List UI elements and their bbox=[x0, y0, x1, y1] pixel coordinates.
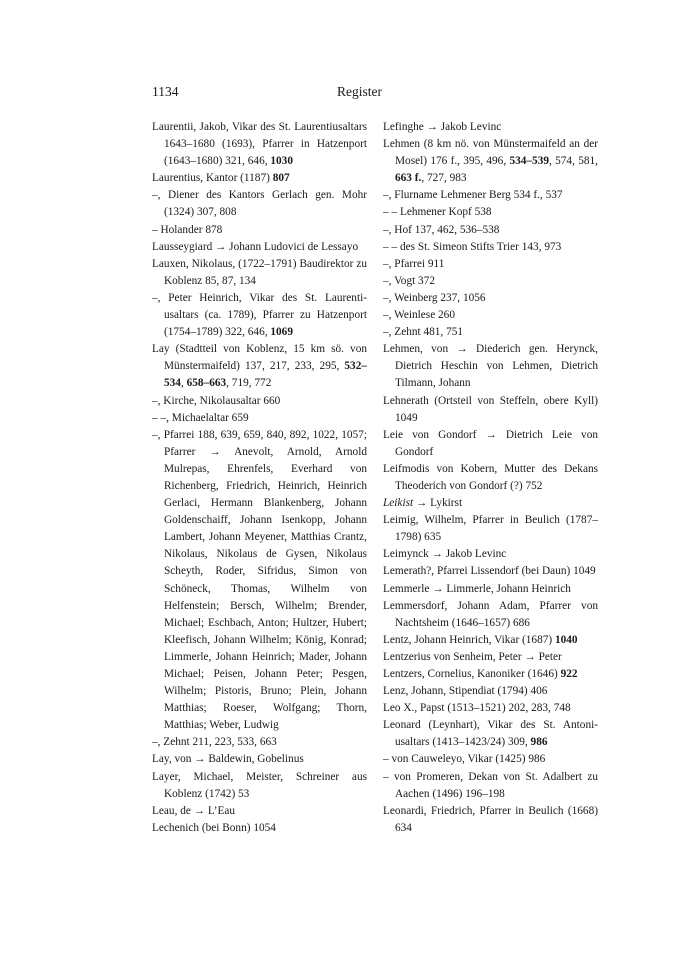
index-entry bbox=[383, 632, 598, 649]
entry-text: – von Cauweleyo, Vikar (1425) 986 bbox=[383, 753, 546, 766]
entry-text: –, Pfarrei 911 bbox=[383, 257, 445, 270]
page-reference-bold: 807 bbox=[272, 172, 290, 185]
page-reference-bold: 532–534 bbox=[164, 360, 367, 390]
entry-text: Leo X., Papst (1513–1521) 202, 283, 748 bbox=[383, 702, 571, 715]
index-entry bbox=[383, 119, 598, 136]
index-entry bbox=[383, 598, 598, 632]
entry-text: –, Zehnt 211, 223, 533, 663 bbox=[152, 736, 277, 749]
index-entry bbox=[152, 290, 367, 341]
entry-text: Lefinghe → Jakob Levinc bbox=[383, 121, 502, 133]
entry-text: Lehnerath (Ortsteil von Steffeln, obere Kyll) 1049 bbox=[383, 394, 598, 424]
entry-text: Leonard (Leynhart), Vikar des St. Antoniusaltars (1413–1423/24) 309, bbox=[383, 719, 598, 749]
index-entry bbox=[383, 717, 598, 751]
index-entry bbox=[383, 495, 598, 512]
entry-text: –, Peter Heinrich, Vikar des St. Laurentiusaltars (ca. 1789), Pfarrer zu Hatzenport (1754–1789) 322, 646, bbox=[152, 291, 367, 339]
page-reference-bold: 986 bbox=[530, 736, 548, 749]
entry-text: Lehmen (8 km nö. von Münstermaifeld an der Mosel) 176 f., 395, 496, bbox=[383, 138, 598, 168]
index-entry bbox=[152, 222, 367, 239]
entry-text: Leimig, Wilhelm, Pfarrer in Beulich (1787–1798) 635 bbox=[383, 514, 598, 544]
index-entry bbox=[383, 341, 598, 392]
index-column-right bbox=[383, 119, 598, 837]
page-reference-bold: 663 f. bbox=[395, 172, 422, 185]
index-entry bbox=[152, 170, 367, 187]
page-reference-bold: 1069 bbox=[270, 326, 293, 339]
index-entry bbox=[383, 256, 598, 273]
page-reference-bold: 922 bbox=[560, 668, 578, 680]
entry-text: –, Hof 137, 462, 536–538 bbox=[383, 223, 500, 236]
index-entry bbox=[152, 427, 367, 735]
entry-text: –, Diener des Kantors Gerlach gen. Mohr (1324) 307, 808 bbox=[152, 189, 367, 219]
page-number: 1134 bbox=[152, 84, 179, 99]
entry-text: , 574, 581, bbox=[549, 155, 598, 168]
index-entry bbox=[383, 273, 598, 290]
index-entry bbox=[152, 769, 367, 803]
running-header bbox=[152, 84, 567, 104]
entry-text: Laurentii, Jakob, Vikar des St. Laurentiusaltars 1643–1680 (1693), Pfarrer in Hatzenport (1643–1680) 321, 646, bbox=[152, 121, 367, 168]
page-reference-bold: 1040 bbox=[554, 633, 578, 646]
entry-text: Lentz, Johann Heinrich, Vikar (1687) bbox=[383, 633, 555, 646]
entry-text: –, Vogt 372 bbox=[383, 274, 435, 287]
index-entry bbox=[383, 581, 598, 598]
index-entry bbox=[152, 751, 367, 768]
index-entry bbox=[383, 136, 598, 187]
index-entry bbox=[383, 427, 598, 461]
index-entry bbox=[383, 187, 598, 204]
entry-text: Leie von Gondorf → Dietrich Leie von Gondorf bbox=[383, 428, 598, 458]
page-reference-bold: 658–663 bbox=[186, 377, 227, 390]
entry-text: –, Zehnt 481, 751 bbox=[383, 326, 464, 339]
index-entry bbox=[383, 393, 598, 427]
index-entry bbox=[383, 461, 598, 495]
entry-text: Leonardi, Friedrich, Pfarrer in Beulich (1668) 634 bbox=[383, 804, 598, 834]
entry-text: –, Weinberg 237, 1056 bbox=[383, 291, 486, 304]
entry-text: , 719, 772 bbox=[226, 377, 272, 390]
entry-text: – – Lehmener Kopf 538 bbox=[383, 206, 492, 219]
index-entry bbox=[383, 546, 598, 563]
index-entry bbox=[152, 256, 367, 290]
entry-text: → Lykirst bbox=[413, 497, 463, 510]
entry-text: – –, Michaelaltar 659 bbox=[152, 411, 249, 424]
index-entry bbox=[383, 751, 598, 768]
entry-text: – von Promeren, Dekan von St. Adalbert zu Aachen (1496) 196–198 bbox=[383, 770, 598, 800]
entry-text: Leifmodis von Kobern, Mutter des Dekans Theoderich von Gondorf (?) 752 bbox=[383, 462, 598, 492]
index-entry bbox=[383, 666, 598, 683]
running-title: Register bbox=[337, 84, 382, 99]
entry-text: Leau, de → L’Eau bbox=[152, 804, 236, 817]
index-entry bbox=[152, 187, 367, 221]
entry-text: , bbox=[180, 377, 187, 390]
entry-text: –, Flurname Lehmener Berg 534 f., 537 bbox=[383, 189, 563, 202]
page-reference-bold: 1030 bbox=[270, 155, 293, 168]
index-entry bbox=[383, 512, 598, 546]
index-entry bbox=[383, 563, 598, 580]
entry-text: , 727, 983 bbox=[421, 172, 467, 185]
entry-text: Lechenich (bei Bonn) 1054 bbox=[152, 821, 276, 834]
entry-text: Lemmersdorf, Johann Adam, Pfarrer von Nachtsheim (1646–1657) 686 bbox=[383, 599, 598, 629]
entry-text: Layer, Michael, Meister, Schreiner aus Koblenz (1742) 53 bbox=[152, 770, 367, 800]
entry-text: Lentzerius von Senheim, Peter → Peter bbox=[383, 650, 562, 663]
entry-text: Lausseygiard → Johann Ludovici de Lessayo bbox=[152, 240, 359, 253]
index-entry bbox=[152, 803, 367, 820]
index-entry bbox=[152, 820, 367, 837]
entry-text: Lay, von → Baldewin, Gobelinus bbox=[152, 753, 304, 766]
index-entry bbox=[152, 734, 367, 751]
index-entry bbox=[383, 324, 598, 341]
page-reference-bold: 534–539 bbox=[509, 155, 549, 168]
entry-text-italic: Leikist bbox=[383, 497, 414, 510]
entry-text: Lemerath?, Pfarrei Lissendorf (bei Daun) 1049 bbox=[383, 565, 596, 578]
index-entry bbox=[383, 769, 598, 803]
index-entry bbox=[383, 683, 598, 700]
index-entry bbox=[383, 803, 598, 837]
index-entry bbox=[152, 393, 367, 410]
entry-text: –, Weinlese 260 bbox=[383, 309, 455, 322]
index-entry bbox=[152, 410, 367, 427]
entry-text: –, Kirche, Nikolausaltar 660 bbox=[152, 394, 281, 407]
entry-text: – – des St. Simeon Stifts Trier 143, 973 bbox=[383, 240, 562, 253]
index-entry bbox=[383, 700, 598, 717]
entry-text: Lay (Stadtteil von Koblenz, 15 km sö. von Münstermaifeld) 137, 217, 233, 295, bbox=[152, 343, 367, 373]
index-entry bbox=[152, 341, 367, 392]
entry-text: –, Pfarrei 188, 639, 659, 840, 892, 1022, 1057; Pfarrer → Anevolt, Arnold, Arnold Mulrepas, Ehrenfels, Everhard von Richenberg, Friedrich, Heinrich, Heinrich Gerlaci, Hermann Blankenberg, Johann Goldenschaiff, Johann Isenkopp, Johann Lambert, Johann Meyener, Matthias Crantz, Nikolaus, Nikolaus de Gysen, Nikolaus Scheyth, Roder, Sifridus, Simon von Schöneck, Thomas, Wilhelm von Helfenstein; Bersch, Wilhelm; Brender, Michael; Eschbach, Anton; Hultzer, Hubert; Kleefisch, Johann Wilhelm; König, Konrad; Limmerle, Johann Heinrich; Mader, Johann Michael; Peisen, Johann Peter; Pesgen, Wilhelm; Pistoris, Bruno; Plein, Johann Matthias; Roeser, Wolfgang; Thorn, Matthias; Weber, Ludwig bbox=[152, 428, 367, 732]
entry-text: Laurentius, Kantor (1187) bbox=[152, 172, 273, 185]
index-entry bbox=[383, 290, 598, 307]
index-entry bbox=[383, 307, 598, 324]
index-entry bbox=[152, 239, 367, 256]
entry-text: – Holander 878 bbox=[152, 223, 223, 236]
index-entry bbox=[152, 119, 367, 170]
entry-text: Lentzers, Cornelius, Kanoniker (1646) bbox=[383, 668, 561, 680]
index-column-left bbox=[152, 119, 367, 837]
entry-text: Leimynck → Jakob Levinc bbox=[383, 548, 507, 561]
entry-text: Lehmen, von → Diederich gen. Herynck, Dietrich Heschin von Lehmen, Dietrich Tilmann, Johann bbox=[383, 343, 598, 390]
index-entry bbox=[383, 649, 598, 666]
entry-text: Lemmerle → Limmerle, Johann Heinrich bbox=[383, 582, 571, 595]
index-entry bbox=[383, 222, 598, 239]
index-entry bbox=[383, 239, 598, 256]
index-entry bbox=[383, 204, 598, 221]
entry-text: Lenz, Johann, Stipendiat (1794) 406 bbox=[383, 685, 548, 698]
entry-text: Lauxen, Nikolaus, (1722–1791) Baudirektor zu Koblenz 85, 87, 134 bbox=[152, 257, 367, 287]
